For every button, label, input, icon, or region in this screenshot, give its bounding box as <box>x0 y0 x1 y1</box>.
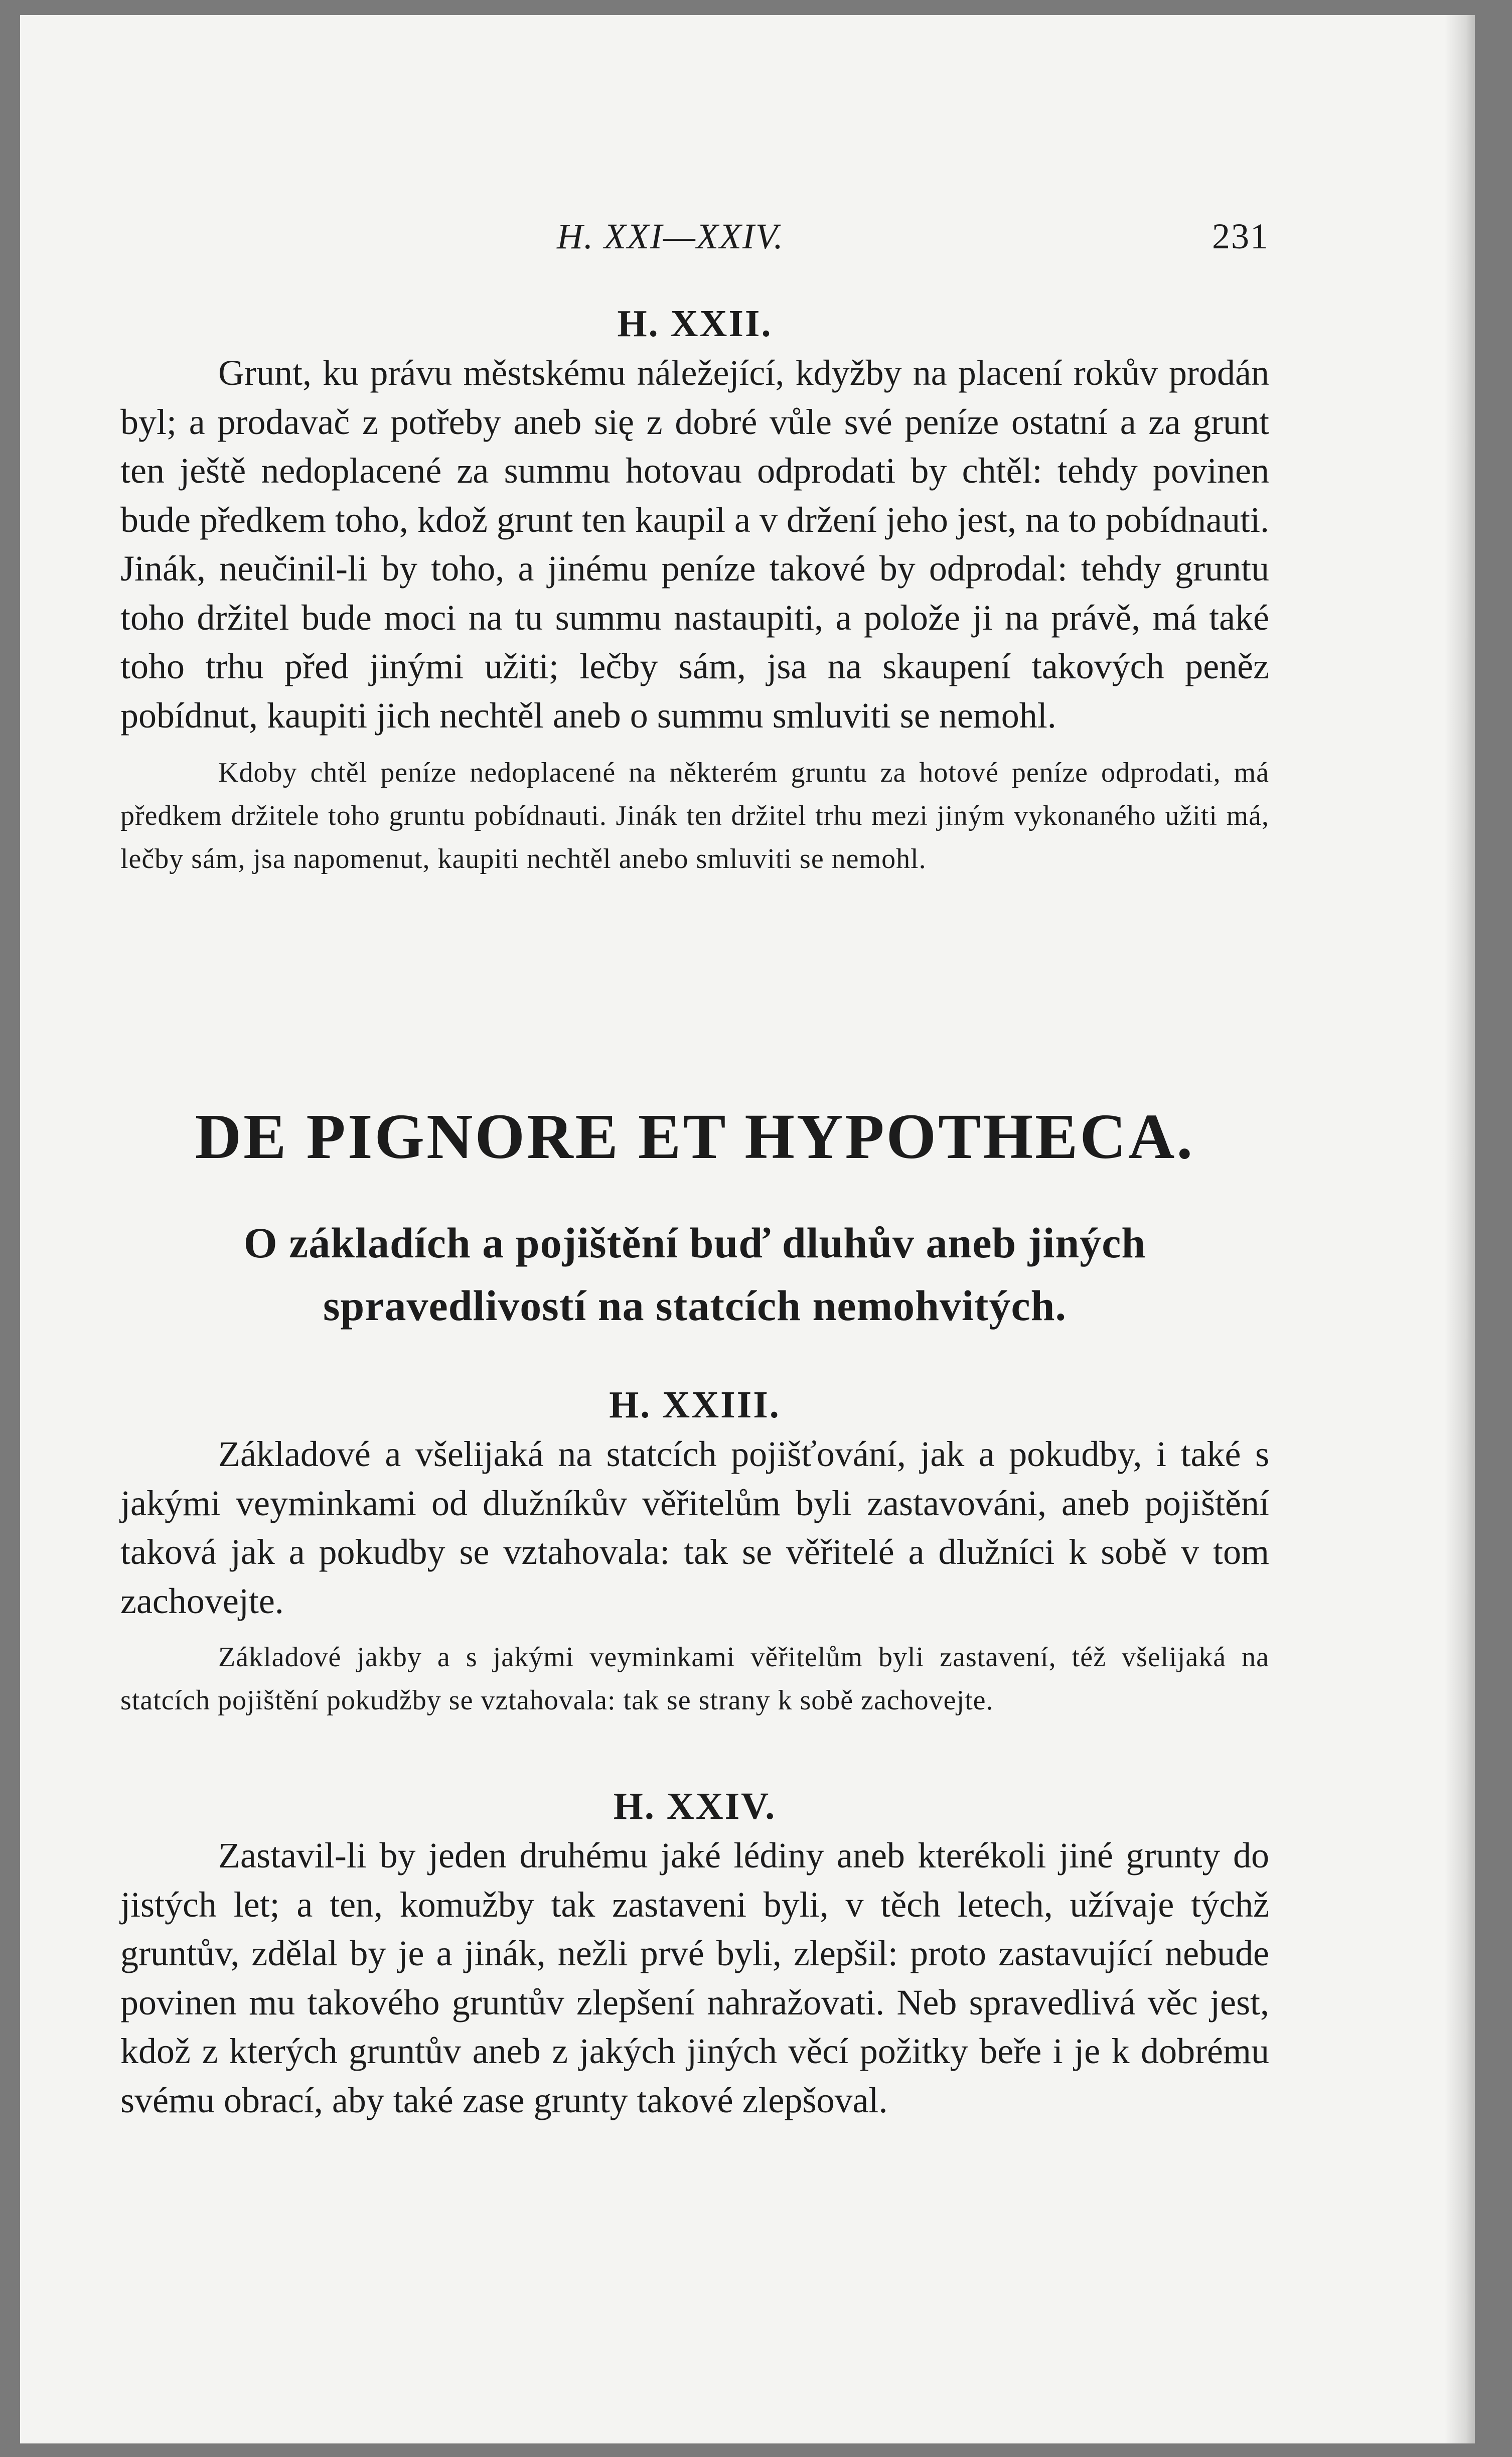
section-summary: Kdoby chtěl peníze nedoplacené na některém gruntu za hotové peníze odprodati, má předkem držitele toho gruntu pobídnauti. Jinák ten držitel trhu mezi jiným vykonaného užiti má, lečby sám, jsa napomenut, kaupiti nechtěl anebo smluviti se nemohl. <box>120 757 1269 875</box>
chapter-reference: H. XXI—XXIV. <box>557 216 784 256</box>
part-title: DE PIGNORE ET HYPOTHECA. <box>195 1101 1195 1172</box>
section-xxiii <box>120 1380 1269 1722</box>
section-paragraph: Grunt, ku právu městskému náležející, kdyžby na placení rokův prodán byl; a prodavač z potřeby aneb się z dobré vůle své peníze ostatní a za grunt ten ještě nedoplacené za summu hotovau odprodati by chtěl: tehdy povinen bude předkem toho, kdož grunt ten kaupil a v držení jeho jest, na to pobídnauti. Jinák, neučinil-li by toho, a jinému peníze takové by odprodal: tehdy gruntu toho držitel bude moci na tu summu nastaupiti, a polože ji na právě, má také toho trhu před jinými užiti; lečby sám, jsa na skaupení takových peněz pobídnut, kaupiti jich nechtěl aneb o summu smluviti se nemohl. <box>120 353 1269 736</box>
section-paragraph: Zastavil-li by jeden druhému jaké lédiny aneb kterékoli jiné grunty do jistých let; a ten, komužby tak zastaveni byli, v těch letech, užívaje týchž gruntův, zdělal by je a jinák, nežli prvé byli, zlepšil: proto zastavující nebude povinen mu takového gruntův zlepšení nahražovati. Neb spravedlivá věc jest, kdož z kterých gruntův aneb z jakých jiných věcí požitky beře i je k dobrému svému obrací, aby také zase grunty takové zlepšoval. <box>120 1835 1269 2120</box>
page-edge <box>1445 15 1475 2443</box>
section-heading: H. XXIII. <box>609 1384 781 1426</box>
part-subtitle: O základích a pojištění buď dluhův aneb jiných spravedlivostí na statcích nemohvitých. <box>243 1219 1146 1330</box>
section-xxiv <box>120 1781 1269 2125</box>
page-number: 231 <box>1212 216 1269 256</box>
running-head <box>120 216 1269 266</box>
section-heading: H. XXIV. <box>613 1785 777 1827</box>
section-summary: Základové jakby a s jakými veyminkami věřitelům byli zastavení, též všelijaká na statcích pojištění pokudžby se vztahovala: tak se strany k sobě zachovejte. <box>120 1642 1269 1716</box>
section-xxii <box>120 299 1269 881</box>
book-page <box>20 15 1475 2443</box>
section-heading: H. XXII. <box>617 303 773 345</box>
section-paragraph: Základové a všelijaká na statcích pojišťování, jak a pokudby, i také s jakými veyminkami od dlužníkův věřitelům byli zastavováni, aneb pojištění taková jak a pokudby se vztahovala: tak se věřitelé a dlužníci k sobě v tom zachovejte. <box>120 1434 1269 1621</box>
